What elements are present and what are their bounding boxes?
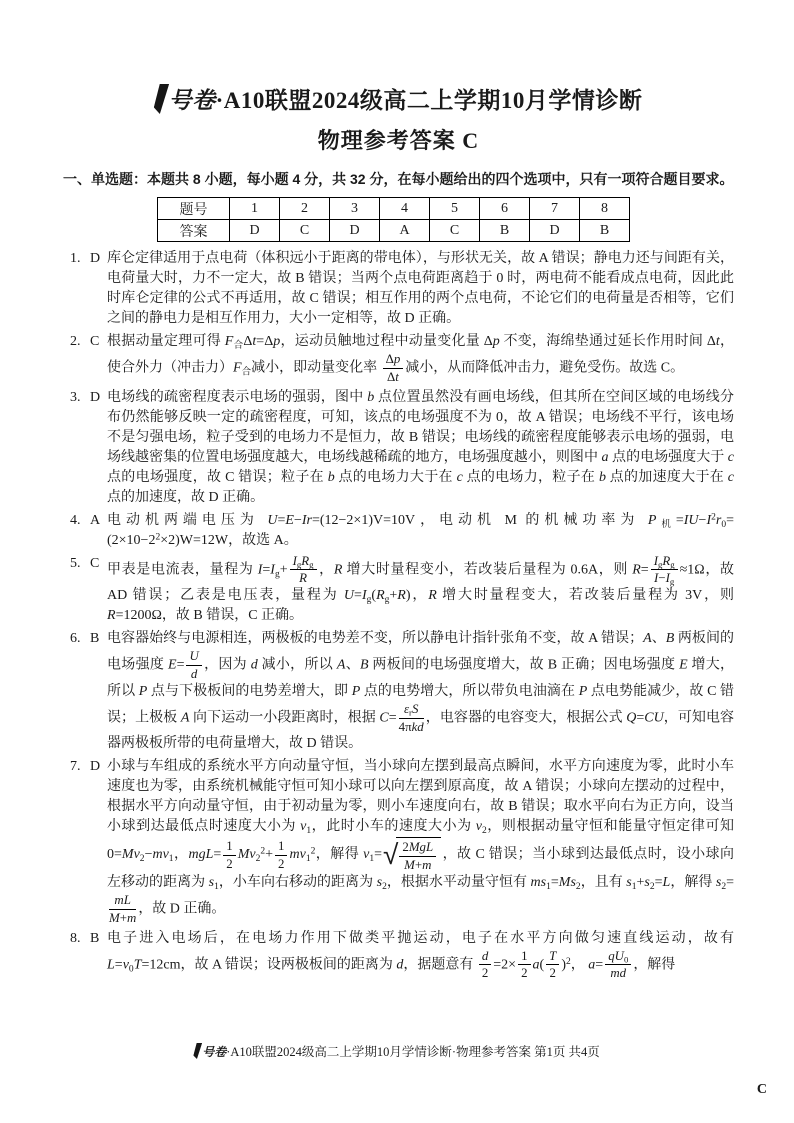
question-item-4 — [63, 511, 734, 551]
exam-brand-logo — [155, 82, 216, 115]
question-item-2 — [63, 332, 734, 385]
question-explanation: 电容器始终与电源相连，两极板的电势差不变，所以静电计指针张角不变，故 A 错误；A、B 两板间的电场强度 E= $\frac{U}{d}$ ，因为 d 减小，所以 A、B 两板间的电场强度增大，故 B 正确；因电场强度 E 增大，所以 P 点与下极板间的电势差增大，即 P 点的电势增大，所以带负电油滴在 P 点电势能减少，故 C 错误；上极板 A 向下运动一小段距离时，根据 C= $\frac{\varepsilon_rS}{\text{4πkd}}$ ，电容器的电容变大，根据公式 Q=CU，可知电容器两极板所带的电荷量增大，故 D 错误。 — [107, 631, 735, 752]
fraction: $\frac{1}{2}$ — [518, 949, 530, 982]
fraction: $\frac{d}{2}$ — [479, 949, 491, 982]
answer-table-cell: 8 — [580, 198, 630, 220]
answer-table-cell: C — [280, 220, 330, 242]
answer-table-cell: B — [580, 220, 630, 242]
question-answer-letter: B — [90, 631, 100, 647]
fraction: $\frac{U}{d}$ — [186, 649, 201, 682]
footer-text: ·A10联盟2024级高二上学期10月学情诊断·物理参考答案 第1页 共4页 — [226, 1045, 600, 1059]
answer-table-cell: 3 — [330, 198, 380, 220]
fraction: $\frac{mL}{M+m}$ — [109, 892, 137, 925]
answer-table-cell: 2 — [280, 198, 330, 220]
question-item-8 — [63, 929, 734, 982]
brand-logo-text: 号卷 — [202, 1045, 227, 1059]
answer-table-cell: 4 — [380, 198, 430, 220]
explanations-list — [63, 249, 734, 981]
question-item-3 — [63, 388, 734, 508]
answer-table-cell: D — [530, 220, 580, 242]
question-answer-letter: B — [90, 930, 100, 946]
document-title — [63, 82, 734, 115]
section-heading: 一、单选题：本题共 8 小题，每小题 4 分，共 32 分，在每小题给出的四个选项中，只有一项符合题目要求。 — [63, 171, 734, 187]
answer-table-cell: 6 — [480, 198, 530, 220]
corner-letter: C — [756, 1082, 767, 1097]
fraction: $\frac{T}{2}$ — [546, 949, 559, 982]
fraction: $\frac{qU_0}{md}$ — [605, 949, 631, 982]
question-explanation: 甲表是电流表，量程为 $I=I_g+$ $\frac{I_gR_g}{R}$ ，R 增大时量程变小，若改装后量程为 0.6A，则 R= $\frac{I_gR_g}{I-I_g}$ ≈1Ω，故 AD 错误；乙表是电压表，量程为 $U=I_g(R_g+R)$，R 增大时量程变大，若改装后量程为 3V，则 R=1200Ω，故 B 错误，C 正确。 — [107, 553, 735, 624]
title-line1-text: ·A10联盟2024级高二上学期10月学情诊断 — [215, 88, 643, 113]
page-footer — [0, 1042, 794, 1060]
answer-table-row-numbers — [158, 198, 630, 220]
question-explanation: 根据动量定理可得 $F_合\Delta t=\Delta p$，运动员触地过程中动量变化量 Δp 不变，海绵垫通过延长作用时间 Δt，使合外力（冲击力）$F_合$减小，即动量变化率 $\frac{\Delta p}{\Delta t}$ 减小，从而降低冲击力，避免受伤。故选 C。 — [107, 334, 735, 384]
brand-brush-stroke-icon — [153, 84, 169, 114]
fraction: $\frac{\Delta p}{\Delta t}$ — [383, 352, 404, 385]
question-number: 6. — [70, 631, 81, 647]
question-answer-letter: D — [90, 759, 101, 775]
fraction: $\frac{1}{2}$ — [223, 839, 235, 872]
question-explanation: 电动机两端电压为 U=E−Ir=(12−2×1)V=10V，电动机 M 的机械功率为 $P_机=IU-I^2r_0=(2\times 10-2^2\times 2)W=12W$，故选 A。 — [107, 512, 735, 548]
answer-table-cell: B — [480, 220, 530, 242]
document-header — [63, 82, 734, 155]
answer-table-header-cell: 答案 — [158, 220, 230, 242]
fraction: $\frac{\varepsilon_rS}{\text{4πkd}}$ — [398, 701, 424, 734]
question-number: 1. — [70, 251, 81, 266]
square-root: √ $\frac{\text{2MgL}}{M+m}$ — [383, 837, 441, 873]
question-number: 2. — [70, 334, 81, 349]
question-item-5 — [63, 554, 734, 627]
fraction: $\frac{1}{2}$ — [275, 839, 287, 872]
question-explanation: 电场线的疏密程度表示电场的强弱，图中 b 点位置虽然没有画电场线，但其所在空间区域的电场线分布仍然能够反映一定的疏密程度，可知，该点的电场强度不为 0，故 A 错误；电场线不平行，该电场不是匀强电场，粒子受到的电场力不是恒力，故 B 错误；电场线的疏密程度能够表示电场的强弱，电场线越密集的位置电场强度越大，电场线越稀疏的地方，电场强度越小，则图中 a 点的电场强度大于 c 点的电场强度，故 C 错误；粒子在 b 点的电场力大于在 c 点的电场力，粒子在 b 点的加速度大于在 c 点的加速度，故 D 正确。 — [107, 389, 735, 505]
document-subtitle: 物理参考答案 C — [317, 128, 480, 153]
question-answer-letter: C — [90, 334, 100, 349]
question-item-6 — [63, 629, 734, 754]
answer-table-header-cell: 题号 — [158, 198, 230, 220]
fraction: $\frac{I_gR_g}{I-I_g}$ — [651, 554, 678, 587]
answer-table-row-answers — [158, 220, 630, 242]
answer-table-cell: A — [380, 220, 430, 242]
question-item-1 — [63, 249, 734, 329]
question-explanation: 小球与车组成的系统水平方向动量守恒，当小球向左摆到最高点瞬间，水平方向速度为零，此时小车速度也为零，由系统机械能守恒可知小球可以向左摆到原高度，故 A 错误；小球向左摆动的过程中，根据水平方向动量守恒，由于初动量为零，则小车速度向右，故 B 错误；取水平向右为正方向，设当小球到达最低点时速度大小为 $v_1$，此时小车的速度大小为 $v_2$，则根据动量守恒和能量守恒定律可知 $0=Mv_2-mv_1$，mgL= $\frac{1}{2}$ $Mv_2^2+$ $\frac{1}{2}$ $mv_1^2$，解得 $v_1=$ √ $\frac{\text{2MgL}}{M+m}$ ，故 C 错误；当小球到达最低点时，设小球向左移动的距离为 $s_1$，小车向右移动的距离为 $s_2$，根据水平动量守恒有 $ms_1=Ms_2$，且有 $s_1+s_2=L$，解得 $s_2=$ $\frac{mL}{M+m}$ ，故 D 正确。 — [107, 759, 735, 925]
question-explanation: 电子进入电场后，在电场力作用下做类平抛运动，电子在水平方向做匀速直线运动，故有 $L=v_0T=12cm$，故 A 错误；设两极板间的距离为 d，据题意有 $\frac{d}{2}$ =2× $\frac{1}{2}$ a( $\frac{T}{2}$ )$^2$， a= $\frac{qU_0}{md}$ ，解得 — [107, 930, 734, 981]
question-number: 3. — [70, 389, 81, 405]
question-item-7 — [63, 757, 734, 925]
question-number: 5. — [70, 555, 81, 571]
question-answer-letter: A — [90, 512, 101, 528]
brand-logo-text: 号卷 — [168, 88, 216, 113]
answer-table-cell: 5 — [430, 198, 480, 220]
answer-table-cell: 7 — [530, 198, 580, 220]
fraction: $\frac{I_gR_g}{R}$ — [290, 554, 317, 587]
answer-table-cell: 1 — [230, 198, 280, 220]
question-answer-letter: D — [90, 389, 101, 405]
question-number: 7. — [70, 759, 81, 775]
footer-brand-logo — [194, 1043, 226, 1060]
question-number: 4. — [70, 512, 81, 528]
question-number: 8. — [70, 930, 81, 946]
answer-table-cell: D — [230, 220, 280, 242]
question-answer-letter: C — [90, 555, 100, 571]
answer-table — [157, 197, 630, 242]
document-content — [63, 0, 734, 981]
answer-table-cell: D — [330, 220, 380, 242]
question-explanation: 库仑定律适用于点电荷（体积远小于距离的带电体），与形状无关，故 A 错误；静电力还与间距有关，电荷量大时，力不一定大，故 B 错误；当两个点电荷距离趋于 0 时，两电荷不能看成点电荷，因此此时库仑定律的公式不再适用，故 C 错误；相互作用的两个点电荷，不论它们的电荷量是否相等，它们之间的静电力是相互作用力，大小一定相等，故 D 正确。 — [107, 251, 734, 326]
answer-table-cell: C — [430, 220, 480, 242]
fraction: $\frac{\text{2MgL}}{M+m}$ — [399, 840, 436, 873]
brand-brush-stroke-icon — [193, 1043, 202, 1059]
question-answer-letter: D — [90, 251, 101, 266]
